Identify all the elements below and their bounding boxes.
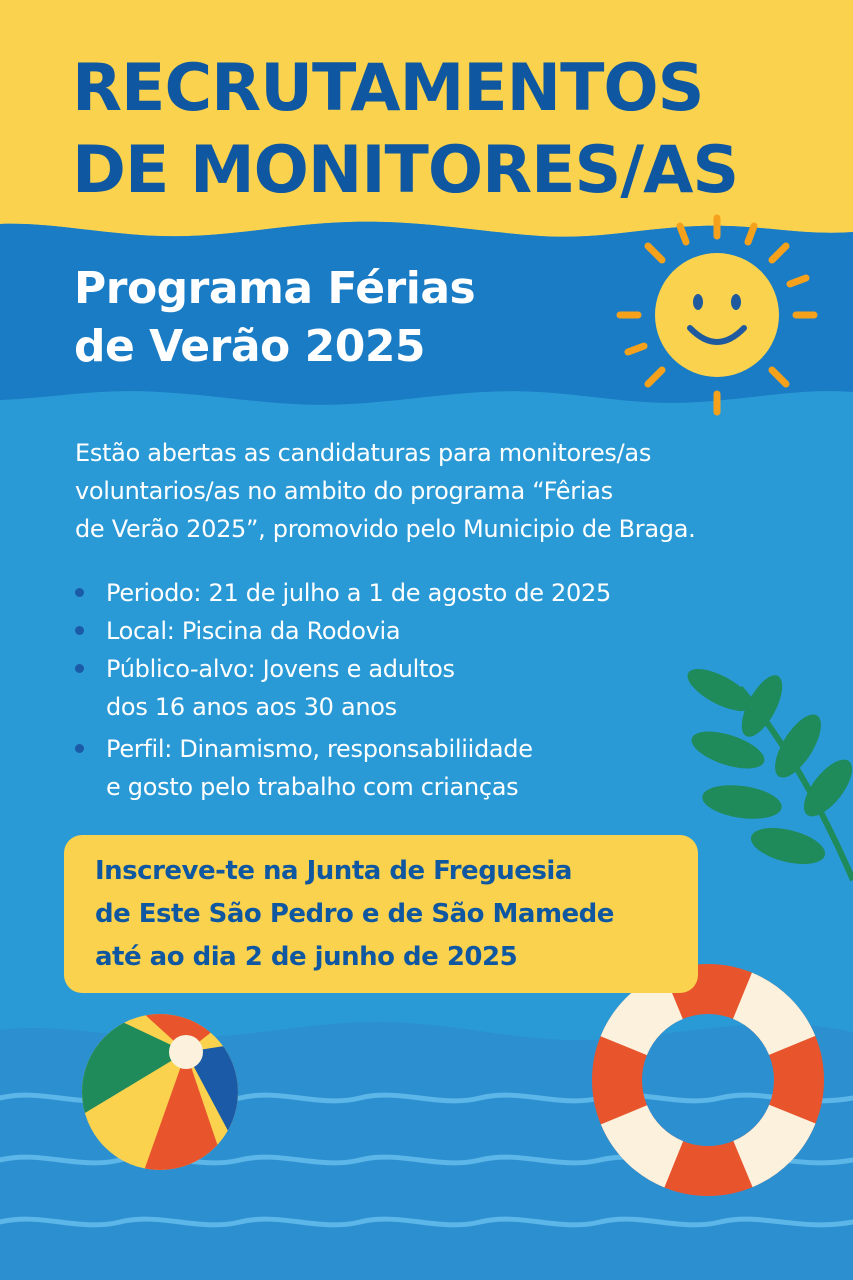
program-title-line: Programa Férias (74, 263, 476, 314)
signup-line: Inscreve-te na Junta de Freguesia (95, 856, 572, 886)
program-title (74, 260, 594, 376)
bullet-dot-icon (75, 744, 84, 753)
detail-text: Periodo: 21 de julho a 1 de agosto de 2025 (106, 579, 611, 607)
detail-text: Público-alvo: Jovens e adultos (106, 655, 455, 683)
program-title-line: de Verão 2025 (74, 321, 426, 372)
bullet-dot-icon (75, 626, 84, 635)
detail-text: Perfil: Dinamismo, responsabiliidade (106, 735, 533, 763)
headline-line: DE MONITORES/AS (72, 133, 739, 208)
intro-paragraph (75, 434, 835, 548)
detail-text: e gosto pelo trabalho com crianças (106, 773, 519, 801)
bullet-dot-icon (75, 664, 84, 673)
detail-period (75, 574, 695, 612)
detail-profile (75, 730, 695, 806)
palm-leaf-icon (680, 668, 853, 890)
intro-line: voluntarios/as no ambito do programa “Fêrias (75, 477, 613, 505)
detail-text: dos 16 anos aos 30 anos (106, 693, 397, 721)
beach-ball-icon (80, 1012, 240, 1172)
headline (72, 48, 832, 212)
intro-line: Estão abertas as candidaturas para monitores/as (75, 439, 652, 467)
signup-text (95, 850, 698, 979)
smiling-sun-icon (612, 210, 822, 420)
detail-audience (75, 650, 695, 726)
signup-line: até ao dia 2 de junho de 2025 (95, 942, 518, 972)
headline-line: RECRUTAMENTOS (72, 51, 704, 126)
life-ring-icon (590, 962, 826, 1198)
detail-text: Local: Piscina da Rodovia (106, 617, 401, 645)
intro-line: de Verão 2025”, promovido pelo Municipio de Braga. (75, 515, 696, 543)
details-list (75, 574, 695, 806)
signup-line: de Este São Pedro e de São Mamede (95, 899, 614, 929)
bullet-dot-icon (75, 588, 84, 597)
signup-callout (64, 835, 698, 993)
detail-location (75, 612, 695, 650)
